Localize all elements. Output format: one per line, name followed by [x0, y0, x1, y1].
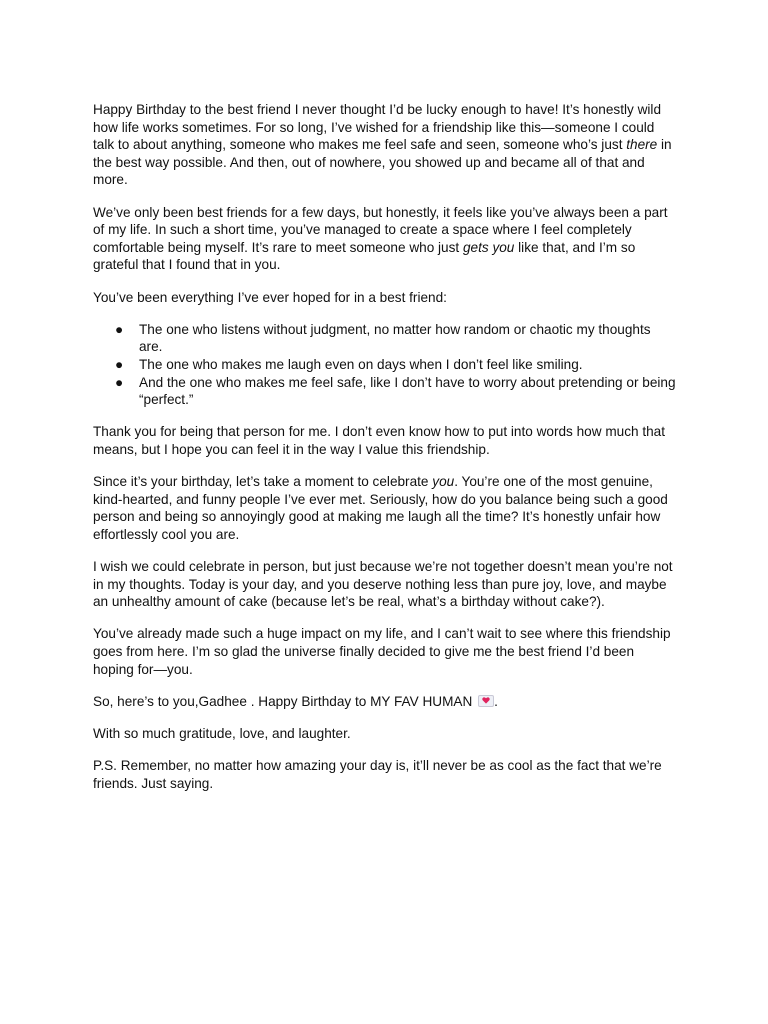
bullet-icon: ● — [115, 356, 124, 372]
love-letter-icon — [478, 695, 494, 707]
paragraph-friends-text-a: We’ve only been best friends for a few days, but honestly, it feels like you’ve always been a part of my life. In such a short time, you’ve managed to create a space where I feel completely comfortable being myself. It’s rare to meet someone who just — [93, 204, 668, 255]
paragraph-thank-you: Thank you for being that person for me. I don’t even know how to put into words how much that means, but I hope you can feel it in the way I value this friendship. — [93, 424, 666, 457]
paragraph-wish: I wish we could celebrate in person, but just because we’re not together doesn’t mean you’re not in my thoughts. Today is your day, and you deserve nothing less than pure joy, love, and maybe an unhealthy amount of cake (because let’s be real, what’s a birthday without cake?). — [93, 559, 673, 610]
paragraph-friends-emphasis: gets you — [462, 239, 515, 255]
list-item — [93, 321, 676, 356]
paragraph-intro-text-a: Happy Birthday to the best friend I never thought I’d be lucky enough to have! It’s honestly wild how life works sometimes. For so long, I’ve wished for a friendship like this—someone I could talk to about anything, someone who makes me feel safe and seen, someone who’s just — [93, 102, 662, 153]
paragraph-closing: With so much gratitude, love, and laughter. — [93, 725, 351, 741]
list-item-text: The one who listens without judgment, no matter how random or chaotic my thoughts are. — [139, 321, 651, 355]
paragraph-toast-text-a: So, here’s to you,Gadhee . Happy Birthday to MY FAV HUMAN — [93, 693, 477, 709]
bullet-list — [93, 321, 676, 409]
paragraph-list-intro: You’ve been everything I’ve ever hoped for in a best friend: — [93, 289, 447, 305]
list-item-text: The one who makes me laugh even on days when I don’t feel like smiling. — [139, 356, 583, 372]
paragraph-intro-text-b: in the best way possible. And then, out of nowhere, you showed up and became all of that and more. — [93, 137, 672, 188]
paragraph-impact: You’ve already made such a huge impact on my life, and I can’t wait to see where this friendship goes from here. I’m so glad the universe finally decided to give me the best friend I’d been hoping for—you. — [93, 626, 671, 677]
paragraph-intro — [93, 101, 676, 189]
bullet-icon: ● — [115, 374, 124, 390]
paragraph-celebrate-text-b: . You’re one of the most genuine, kind-hearted, and funny people I’ve ever met. Seriously, how do you balance being such a good person and being so annoyingly good at making me laugh all the time? It’s honestly unfair how effortlessly cool you are. — [93, 474, 668, 542]
paragraph-toast — [93, 693, 676, 711]
paragraph-toast-text-b: . — [494, 693, 498, 709]
list-item-text: And the one who makes me feel safe, like I don’t have to worry about pretending or being “perfect.” — [139, 374, 676, 408]
list-item — [93, 374, 676, 409]
paragraph-intro-emphasis: there — [626, 137, 658, 153]
paragraph-celebrate — [93, 473, 676, 543]
paragraph-friends-days — [93, 204, 676, 274]
paragraph-celebrate-emphasis: you — [432, 474, 455, 490]
paragraph-celebrate-text-a: Since it’s your birthday, let’s take a moment to celebrate — [93, 474, 433, 490]
list-item — [93, 356, 676, 374]
bullet-icon: ● — [115, 321, 124, 337]
paragraph-postscript: P.S. Remember, no matter how amazing your day is, it’ll never be as cool as the fact that we’re friends. Just saying. — [93, 758, 662, 791]
document-page — [93, 101, 676, 807]
paragraph-friends-text-b: like that, and I’m so grateful that I found that in you. — [93, 239, 636, 273]
